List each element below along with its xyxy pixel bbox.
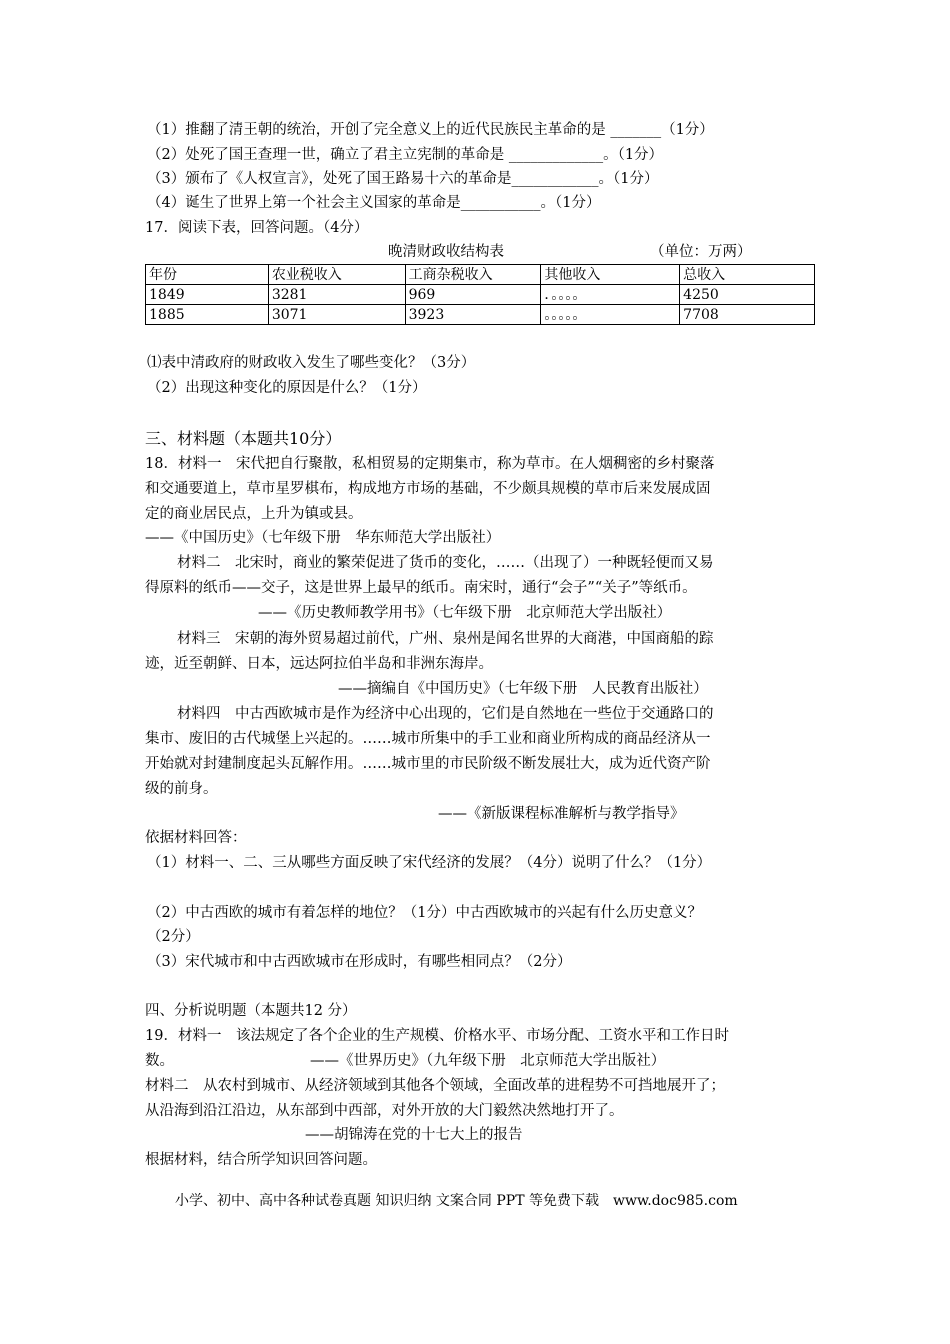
s4-m2-line2: 从沿海到沿江沿边，从东部到中西部，对外开放的大门毅然决然地打开了。 [145,1103,624,1119]
s3-m2-line1: 材料二 北宋时，商业的繁荣促进了货币的变化，……（出现了）一种既轻便而又易 [177,555,714,571]
table-cell: 1885 [146,305,269,325]
s3-m1-line1: 18．材料一 宋代把自行聚散，私相贸易的定期集市，称为草市。在人烟稠密的乡村聚落 [145,456,715,472]
q16-item-3: （3）颁布了《人权宣言》，处死了国王路易十六的革命是____________。（1分） [147,171,659,187]
revenue-table [145,264,815,325]
table-header-cell: 年份 [146,265,269,285]
s3-m4-line2: 集市、废旧的古代城堡上兴起的。……城市所集中的手工业和商业所构成的商品经济从一 [145,731,711,747]
s3-m3-source: ——摘编自《中国历史》（七年级下册 人民教育出版社） [338,681,708,697]
table-cell: 3071 [268,305,405,325]
s3-question-2-line1: （2）中古西欧的城市有着怎样的地位？（1分）中古西欧城市的兴起有什么历史意义？ [147,905,702,921]
s3-m3-line2: 迹，近至朝鲜、日本，远达阿拉伯半岛和非洲东海岸。 [145,656,493,672]
s3-m2-line2: 得原料的纸币——交子，这是世界上最早的纸币。南宋时，通行“会子”“关子”等纸币。 [145,580,697,596]
section4-heading: 四、分析说明题（本题共12 分） [145,1003,357,1019]
s3-m3-line1: 材料三 宋朝的海外贸易超过前代，广州、泉州是闻名世界的大商港，中国商船的踪 [177,631,714,647]
table-unit: （单位：万两） [650,244,752,260]
s3-m1-source: ——《中国历史》（七年级下册 华东师范大学出版社） [145,530,501,546]
s3-ask: 依据材料回答： [145,830,247,846]
q17-stem: 17．阅读下表，回答问题。（4分） [145,220,369,236]
footer-text: 小学、初中、高中各种试卷真题 知识归纳 文案合同 PPT 等免费下载 www.doc985.com [175,1193,738,1209]
s3-m4-line3: 开始就对封建制度起头瓦解作用。……城市里的市民阶级不断发展壮大，成为近代资产阶 [145,756,711,772]
table-cell: 3923 [405,305,541,325]
s3-m1-line3: 定的商业居民点，上升为镇或县。 [145,506,363,522]
table-header-cell: 总收入 [680,265,815,285]
table-cell: 969 [405,285,541,305]
s4-m1-line1: 19．材料一 该法规定了各个企业的生产规模、价格水平、市场分配、工资水平和工作日时 [145,1028,729,1044]
table-cell: 7708 [680,305,815,325]
s4-m1-line2: 数。 [145,1053,174,1069]
s3-m4-line1: 材料四 中古西欧城市是作为经济中心出现的，它们是自然地在一些位于交通路口的 [177,706,714,722]
s4-ask: 根据材料，结合所学知识回答问题。 [145,1152,377,1168]
table-header-cell: 其他收入 [541,265,680,285]
table-row [146,285,815,305]
s3-question-2-line2: （2分） [147,929,200,945]
table-cell: 4250 [680,285,815,305]
table-row [146,305,815,325]
q16-item-2: （2）处死了国王查理一世，确立了君主立宪制的革命是 _____________。（1分） [147,147,664,163]
table-header-row [146,265,815,285]
table-cell: ．。。。。 [541,285,680,305]
s4-m2-source: ——胡锦涛在党的十七大上的报告 [305,1127,523,1143]
table-header-cell: 工商杂税收入 [405,265,541,285]
s3-question-3: （3）宋代城市和中古西欧城市在形成时，有哪些相同点？（2分） [147,954,572,970]
table-title: 晚清财政收结构表 [388,244,504,260]
s3-m4-line4: 级的前身。 [145,781,218,797]
table-header-cell: 农业税收入 [268,265,405,285]
s3-m1-line2: 和交通要道上，草市星罗棋布，构成地方市场的基础，不少颇具规模的草市后来发展成固 [145,481,711,497]
q16-item-4: （4）诞生了世界上第一个社会主义国家的革命是___________。（1分） [147,195,601,211]
s3-m4-source: ——《新版课程标准解析与教学指导》 [438,806,685,822]
s4-m2-line1: 材料二 从农村到城市、从经济领域到其他各个领域，全面改革的进程势不可挡地展开了； [145,1078,725,1094]
table-cell: 3281 [268,285,405,305]
q17-sub-1: ⑴表中清政府的财政收入发生了哪些变化？（3分） [147,355,476,371]
section3-heading: 三、材料题（本题共10分） [145,429,342,448]
q16-item-1: （1）推翻了清王朝的统治，开创了完全意义上的近代民族民主革命的是 _______（1分） [147,122,714,138]
table-cell: 。。。。。 [541,305,680,325]
table-cell: 1849 [146,285,269,305]
q17-sub-2: （2）出现这种变化的原因是什么？（1分） [147,380,427,396]
s3-m2-source: ——《历史教师教学用书》（七年级下册 北京师范大学出版社） [258,605,672,621]
s4-m1-source: ——《世界历史》（九年级下册 北京师范大学出版社） [310,1053,666,1069]
s3-question-1: （1）材料一、二、三从哪些方面反映了宋代经济的发展？（4分）说明了什么？（1分） [147,855,712,871]
